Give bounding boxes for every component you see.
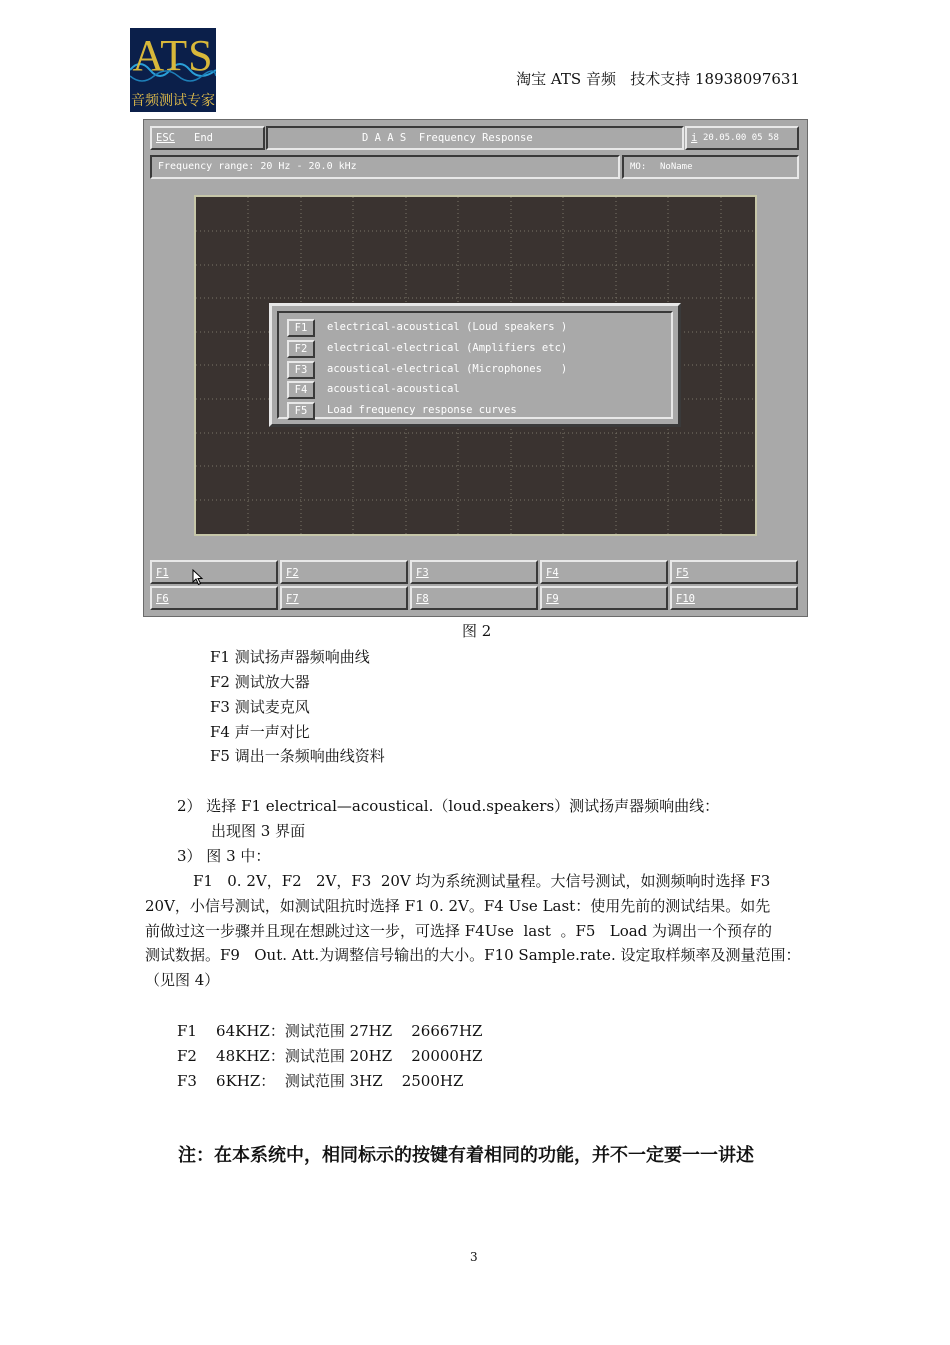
window-title: D A A S Frequency Response [362,132,533,144]
fkey-label: F4 [546,567,559,579]
fkey-f7[interactable] [280,586,408,610]
logo-subtitle: 音频测试专家 [131,93,215,109]
fkey-label: F10 [676,593,695,605]
option-label: electrical-acoustical (Loud speakers ) [327,321,568,333]
figure-caption: 图 2 [462,622,492,640]
paragraph-line: 测试数据。F9 Out. Att.为调整信号输出的大小。F10 Sample.rate. 设定取样频率及测量范围： [145,946,801,964]
fkey-label: F8 [416,593,429,605]
step-3: 3） 图 3 中： [177,847,271,865]
fkey-label: F5 [676,567,689,579]
fkey-desc-f4: F4 声一声对比 [210,723,310,741]
option-key[interactable]: F3 [287,361,315,379]
fkey-f4[interactable] [540,560,668,584]
option-key[interactable]: F5 [287,402,315,420]
paragraph-line: （见图 4） [145,971,220,989]
esc-key-label: ESC [156,132,175,144]
esc-end-button[interactable] [150,126,265,150]
datetime: 20.05.00 05 58 [703,133,779,143]
ats-logo [130,28,216,112]
header-contact: 淘宝 ATS 音频 技术支持 18938097631 [516,70,800,88]
fkey-f6[interactable] [150,586,278,610]
step-2-result: 出现图 3 界面 [211,822,306,840]
fkey-f1[interactable] [150,560,278,584]
option-label: acoustical-acoustical [327,383,460,395]
info-icon: i [691,132,698,144]
fkey-desc-f1: F1 测试扬声器频响曲线 [210,648,370,666]
fkey-f5[interactable] [670,560,798,584]
option-key[interactable]: F1 [287,319,315,337]
fkey-label: F2 [286,567,299,579]
page-number: 3 [470,1250,478,1264]
option-key[interactable]: F2 [287,340,315,358]
fkey-f8[interactable] [410,586,538,610]
fkey-label: F6 [156,593,169,605]
daas-window [143,119,808,617]
mouse-pointer-icon [192,569,204,586]
fkey-desc-f3: F3 测试麦克风 [210,698,310,716]
option-label: acoustical-electrical (Microphones ) [327,363,568,375]
dialog-inner [277,311,673,419]
window-title-bar [266,126,684,150]
frequency-range: Frequency range: 20 Hz - 20.0 kHz [158,161,357,172]
rate-f2: F2 48KHZ：测试范围 20HZ 20000HZ [177,1047,483,1065]
fkey-f9[interactable] [540,586,668,610]
fkey-label: F3 [416,567,429,579]
fkey-desc-f2: F2 测试放大器 [210,673,310,691]
fkey-f3[interactable] [410,560,538,584]
fkey-f10[interactable] [670,586,798,610]
mode-select-dialog [269,303,681,427]
rate-f1: F1 64KHZ：测试范围 27HZ 26667HZ [177,1022,483,1040]
paragraph-line: 20V，小信号测试，如测试阻抗时选择 F1 0. 2V。F4 Use Last：使用先前的测试结果。如先 [145,897,771,915]
fkey-label: F1 [156,567,169,579]
fkey-desc-f5: F5 调出一条频响曲线资料 [210,747,385,765]
info-datetime-button[interactable] [685,126,799,150]
paragraph-line: F1 0. 2V，F2 2V，F3 20V 均为系统测试量程。大信号测试，如测频响时选择 F3 [193,872,771,890]
measurement-object-field [622,155,799,179]
fkey-label: F7 [286,593,299,605]
fkey-label: F9 [546,593,559,605]
step-2: 2） 选择 F1 electrical—acoustical.（loud.speakers）测试扬声器频响曲线： [177,797,720,815]
note: 注：在本系统中，相同标示的按键有着相同的功能，并不一定要一一讲述 [178,1145,754,1166]
frequency-range-bar [150,155,620,179]
option-label: electrical-electrical (Amplifiers etc) [327,342,568,354]
mo-value: NoName [660,162,693,172]
rate-f3: F3 6KHZ： 测试范围 3HZ 2500HZ [177,1072,464,1090]
option-label: Load frequency response curves [327,404,517,416]
paragraph-line: 前做过这一步骤并且现在想跳过这一步，可选择 F4Use last 。F5 Load 为调出一个预存的 [145,922,773,940]
option-key[interactable]: F4 [287,381,315,399]
end-label: End [194,132,213,144]
mo-label: MO: [630,162,647,172]
logo-text: ATS [132,31,214,80]
fkey-f2[interactable] [280,560,408,584]
